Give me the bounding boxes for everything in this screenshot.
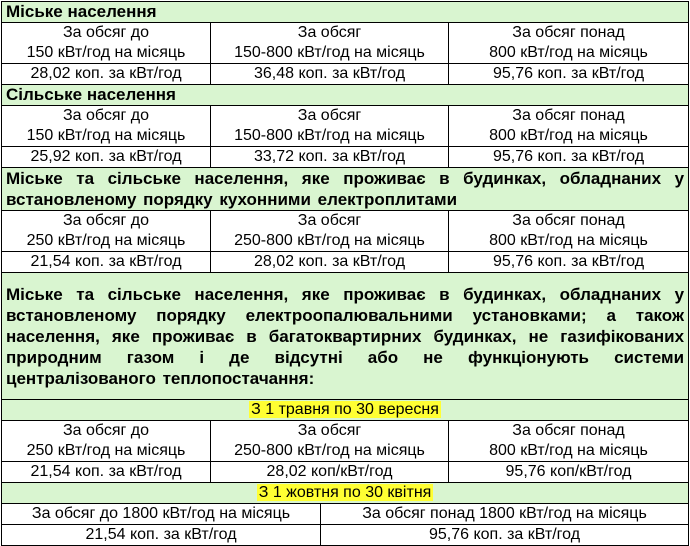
price-cell: 28,02 коп. за кВт/год <box>211 252 449 273</box>
tier-cell <box>449 23 689 64</box>
tier-cell <box>449 421 689 462</box>
price-row <box>2 525 689 546</box>
section-title-rural: Сільське населення <box>2 85 689 106</box>
price-cell: 36,48 коп. за кВт/год <box>211 64 449 85</box>
tier-cell: За обсяг до 1800 кВт/год на місяць <box>2 504 321 525</box>
section-title-urban: Міське населення <box>2 2 689 23</box>
section-header-row <box>2 273 689 400</box>
tier-line: 250-800 кВт/год на місяць <box>234 232 425 249</box>
tier-cell <box>2 23 211 64</box>
tier-line: За обсяг до <box>62 212 150 229</box>
tier-line: 800 кВт/год на місяць <box>489 127 648 144</box>
tier-cell: За обсяг понад 1800 кВт/год на місяць <box>321 504 689 525</box>
section-title-electric-heating: Міське та сільське населення, яке проживає в будинках, обладнаних у встановленому порядку електроопалювальними установками; а також населення, яке проживає в багатоквартирних будинках, не газифікованих природним газом і де відсутні або не функціонують системи централізованого теплопостачання: <box>2 273 689 400</box>
section-header-row <box>2 168 689 211</box>
tier-line: 250 кВт/год на місяць <box>26 442 186 459</box>
tier-line: За обсяг <box>297 24 362 41</box>
price-cell: 21,54 коп. за кВт/год <box>2 252 211 273</box>
tier-line: 250-800 кВт/год на місяць <box>234 442 425 459</box>
tariff-table <box>1 1 689 546</box>
tier-line: За обсяг до <box>62 107 150 124</box>
price-cell: 95,76 коп. за кВт/год <box>321 525 689 546</box>
price-cell: 28,02 коп/кВт/год <box>211 462 449 483</box>
tier-row <box>2 211 689 252</box>
period-label: З 1 травня по 30 вересня <box>251 401 439 418</box>
tier-line: За обсяг <box>297 422 362 439</box>
tier-line: 250 кВт/год на місяць <box>26 232 186 249</box>
tier-line: 800 кВт/год на місяць <box>489 44 648 61</box>
period-row <box>2 483 689 504</box>
price-row <box>2 147 689 168</box>
tier-line: За обсяг <box>297 212 362 229</box>
section-title-electric-stoves: Міське та сільське населення, яке проживає в будинках, обладнаних у встановленому порядку кухонними електроплитами <box>2 168 689 211</box>
tier-cell <box>211 421 449 462</box>
price-cell: 95,76 коп. за кВт/год <box>449 252 689 273</box>
tier-line: 150 кВт/год на місяць <box>26 44 186 61</box>
tier-cell <box>2 421 211 462</box>
price-cell: 21,54 коп. за кВт/год <box>2 462 211 483</box>
tier-row <box>2 23 689 64</box>
price-cell: 95,76 коп/кВт/год <box>449 462 689 483</box>
section-header-row <box>2 85 689 106</box>
tier-line: 800 кВт/год на місяць <box>489 442 648 459</box>
price-cell: 28,02 коп. за кВт/год <box>2 64 211 85</box>
tier-line: За обсяг понад <box>512 212 625 229</box>
tier-cell <box>449 211 689 252</box>
tier-line: За обсяг <box>297 107 362 124</box>
tier-cell <box>211 211 449 252</box>
period-summer <box>2 400 689 421</box>
tier-cell <box>2 106 211 147</box>
section-header-row <box>2 2 689 23</box>
tier-line: За обсяг понад <box>512 24 625 41</box>
tier-cell <box>2 211 211 252</box>
tier-row <box>2 504 689 525</box>
tier-line: За обсяг понад <box>512 107 625 124</box>
tier-line: 150 кВт/год на місяць <box>26 127 186 144</box>
price-cell: 95,76 коп. за кВт/год <box>449 147 689 168</box>
price-cell: 33,72 коп. за кВт/год <box>211 147 449 168</box>
tier-line: За обсяг до <box>62 24 150 41</box>
tier-cell <box>211 23 449 64</box>
price-row <box>2 252 689 273</box>
tier-cell <box>449 106 689 147</box>
price-row <box>2 64 689 85</box>
price-cell: 95,76 коп. за кВт/год <box>449 64 689 85</box>
price-row <box>2 462 689 483</box>
price-cell: 21,54 коп. за кВт/год <box>2 525 321 546</box>
period-winter <box>2 483 689 504</box>
tier-line: За обсяг до <box>62 422 150 439</box>
tier-row <box>2 421 689 462</box>
tier-cell <box>211 106 449 147</box>
tier-line: За обсяг понад <box>512 422 625 439</box>
tier-line: 150-800 кВт/год на місяць <box>234 127 425 144</box>
period-row <box>2 400 689 421</box>
tier-line: 800 кВт/год на місяць <box>489 232 648 249</box>
price-cell: 25,92 коп. за кВт/год <box>2 147 211 168</box>
tier-row <box>2 106 689 147</box>
tier-line: 150-800 кВт/год на місяць <box>234 44 425 61</box>
period-label: З 1 жовтня по 30 квітня <box>258 484 432 501</box>
